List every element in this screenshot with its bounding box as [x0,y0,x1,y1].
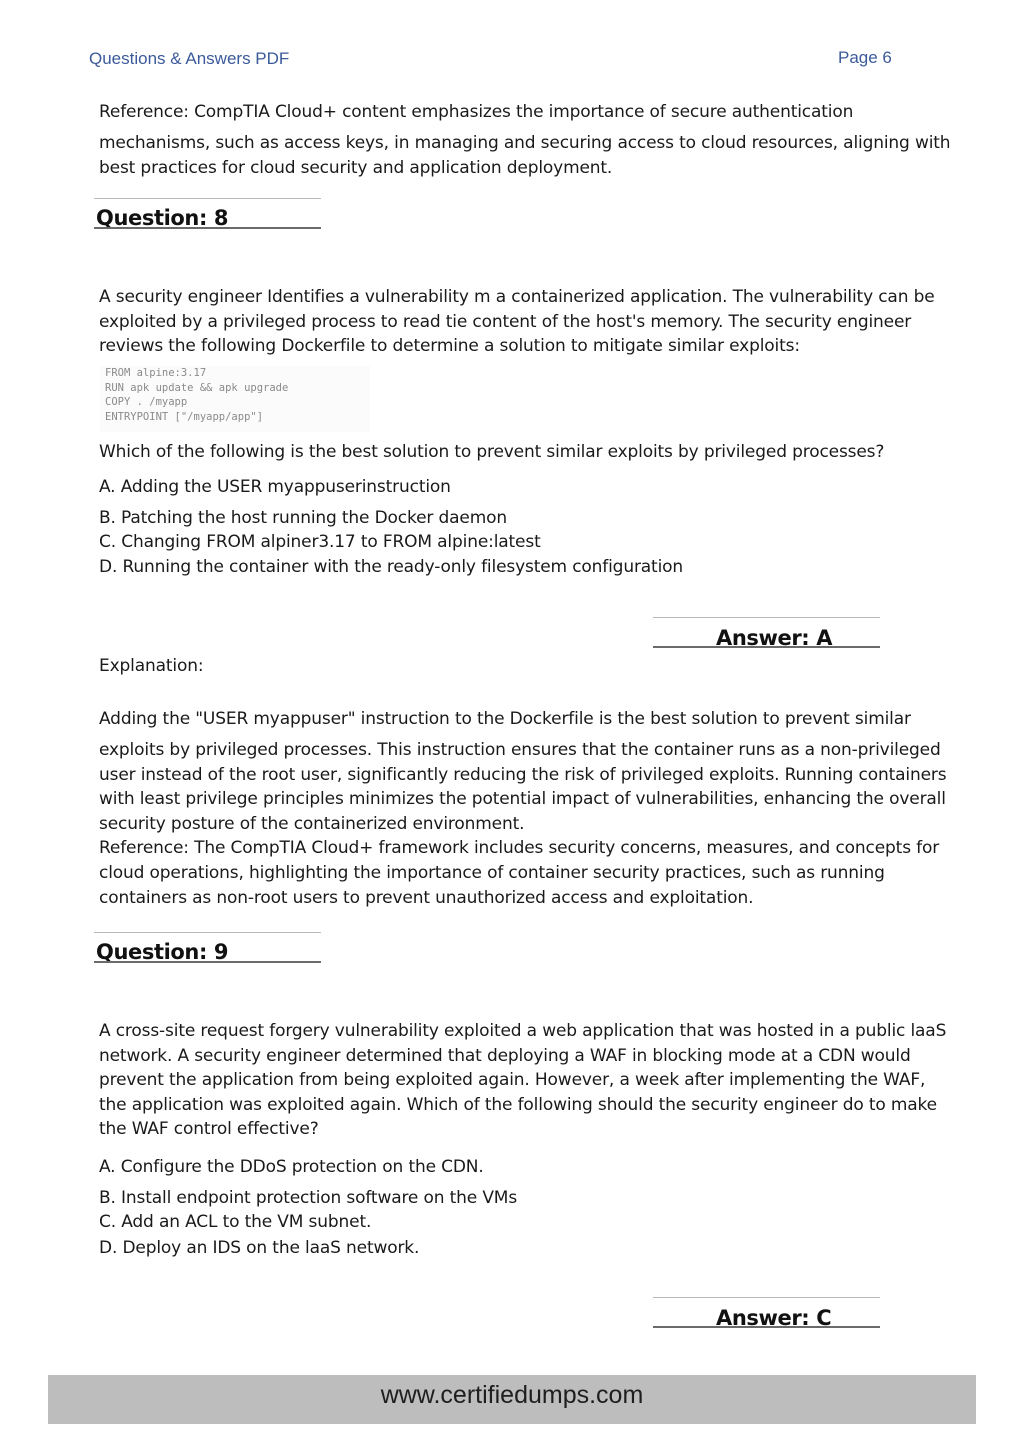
text-line: Reference: CompTIA Cloud+ content emphasizes the importance of secure authentication [99,102,854,122]
text-line: containers as non-root users to prevent unauthorized access and exploitation. [99,887,754,908]
code-line: FROM alpine:3.17 [105,367,207,379]
question-9-body [99,1019,969,1142]
option-d: D. Deploy an IDS on the laaS network. [99,1238,420,1258]
footer-url[interactable]: www.certifiedumps.com [380,1381,644,1409]
option-c: C. Changing FROM alpiner3.17 to FROM alpine:latest [99,532,541,552]
text-line: A security engineer Identifies a vulnerability m a containerized application. The vulnerability can be [99,287,935,307]
intro-reference [99,100,969,180]
text-line: with least privilege principles minimizes the potential impact of vulnerabilities, enhancing the overall [99,789,946,810]
text-line: network. A security engineer determined that deploying a WAF in blocking mode at a CDN would [99,1045,911,1066]
text-line: prevent the application from being exploited again. However, a week after implementing the WAF, [99,1070,926,1091]
dockerfile-snippet [100,366,370,432]
text-line: exploited by a privileged process to read tie content of the host's memory. The security engineer [99,311,912,332]
answer-underline [653,1326,880,1328]
footer-bar [48,1375,976,1424]
question-underline [94,227,321,229]
text-line: Reference: The CompTIA Cloud+ framework includes security concerns, measures, and concepts for [99,838,940,859]
option-a: A. Configure the DDoS protection on the CDN. [99,1157,484,1177]
explanation-text [99,707,969,910]
text-line: the application was exploited again. Which of the following should the security engineer do to make [99,1094,937,1115]
code-line: RUN apk update && apk upgrade [105,381,289,394]
answer-q9: Answer: C [716,1306,832,1330]
text-line: user instead of the root user, significantly reducing the risk of privileged exploits. Running containers [99,764,947,785]
option-b: B. Patching the host running the Docker daemon [99,508,507,528]
option-b: B. Install endpoint protection software on the VMs [99,1188,518,1208]
text-line: A cross-site request forgery vulnerability exploited a web application that was hosted in a public laaS [99,1021,947,1041]
question-top-rule [94,198,321,199]
code-line: COPY . /myapp [105,396,188,408]
question-9-title: Question: 9 [96,940,229,964]
text-line: best practices for cloud security and application deployment. [99,157,613,178]
explanation-label: Explanation: [99,656,204,676]
text-line: the WAF control effective? [99,1119,319,1140]
document-title: Questions & Answers PDF [89,49,290,68]
text-line: exploits by privileged processes. This instruction ensures that the container runs as a non-privileged [99,740,941,760]
question-underline [94,961,321,963]
answer-top-rule [653,1297,880,1298]
text-line: Adding the "USER myappuser" instruction to the Dockerfile is the best solution to prevent similar [99,709,911,729]
option-d: D. Running the container with the ready-only filesystem configuration [99,557,684,577]
answer-q8: Answer: A [716,626,833,650]
question-8-prompt: Which of the following is the best solution to prevent similar exploits by privileged processes? [99,442,885,462]
question-8-title: Question: 8 [96,206,229,230]
text-line: reviews the following Dockerfile to determine a solution to mitigate similar exploits: [99,336,800,357]
text-line: mechanisms, such as access keys, in managing and securing access to cloud resources, aligning with [99,133,951,153]
question-8-body [99,285,969,359]
page-number: Page 6 [838,48,892,67]
text-line: cloud operations, highlighting the importance of container security practices, such as running [99,862,885,883]
answer-top-rule [653,617,880,618]
option-a: A. Adding the USER myappuserinstruction [99,477,451,497]
option-c: C. Add an ACL to the VM subnet. [99,1212,372,1232]
text-line: security posture of the containerized environment. [99,813,525,834]
code-line: ENTRYPOINT ["/myapp/app"] [105,410,264,423]
question-top-rule [94,932,321,933]
answer-underline [653,646,880,648]
